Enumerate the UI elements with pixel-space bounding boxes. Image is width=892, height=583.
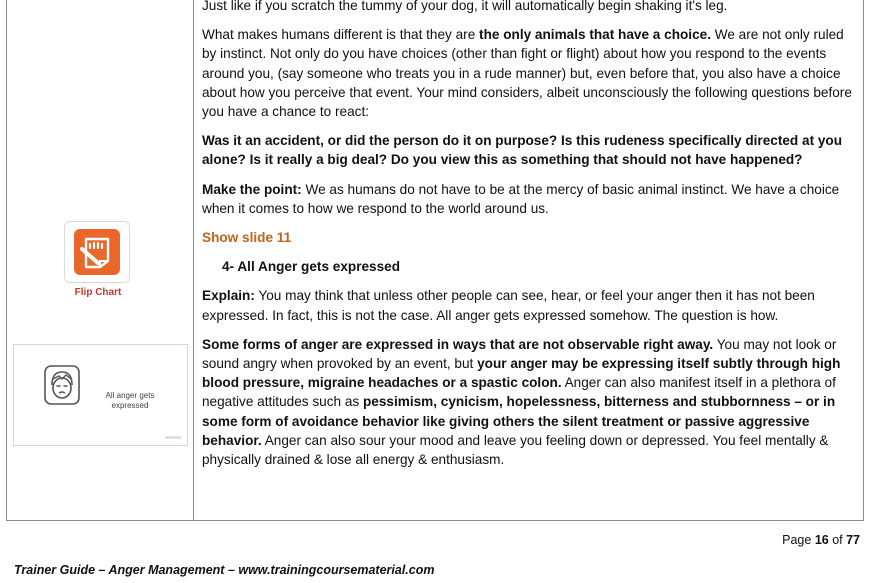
flip-chart-label: Flip Chart [74, 287, 122, 298]
slide-text: All anger gets expressed [105, 391, 155, 410]
page-number: Page 16 of 77 [782, 533, 860, 547]
paragraph-make-point: Make the point: We as humans do not have to be at the mercy of basic animal instinct. We have a choice when it comes to how we respond to the world around us. [202, 181, 840, 216]
section-heading: 4- All Anger gets expressed [222, 259, 401, 275]
face-icon [44, 365, 80, 405]
column-divider [193, 0, 194, 520]
slide-number-mark [165, 436, 181, 439]
flip-chart-icon [64, 221, 130, 283]
slide-thumbnail [13, 344, 188, 446]
paragraph-questions: Was it an accident, or did the person do it on purpose? Is this rudeness specifically directed at you alone? Is it really a big deal? Do you view this as something that should not have happened? [202, 133, 843, 168]
paragraph-choice: What makes humans different is that they are the only animals that have a choice. We are not only ruled by instinct. Not only do you have choices (other than fight or flight) about how you respond to the events around you, (say someone who treats you in a rude manner) but, even before that, you also have a choice about how you perceive that event. Your mind considers, albeit unconsciously the following questions before you have a chance to react: [202, 27, 852, 120]
paragraph-forms-of-anger: Some forms of anger are expressed in ways that are not observable right away. You may not look or sound angry when provoked by an event, but your anger may be expressing itself subtly through high blood pressure, migraine headaches or a spastic colon. Anger can also manifest itself in a plethora of negative attitudes such as pessimism, cynicism, hopelessness, bitterness and stubbornness – or in some form of avoidance behavior like giving others the silent treatment or passive aggressive behavior. Anger can also sour your mood and leave you feeling down or depressed. You feel mentally & physically drained & lose all energy & enthusiasm. [202, 336, 841, 468]
content-column [202, 0, 858, 479]
paragraph-explain: Explain: You may think that unless other people can see, hear, or feel your anger then it has not been expressed. In fact, this is not the case. All anger gets expressed somehow. The question is how. [202, 288, 815, 323]
footer-text: Trainer Guide – Anger Management – www.trainingcoursematerial.com [14, 563, 435, 577]
show-slide-reference: Show slide 11 [202, 230, 292, 246]
paragraph-dog: Just like if you scratch the tummy of your dog, it will automatically begin shaking it's leg. [202, 0, 728, 13]
